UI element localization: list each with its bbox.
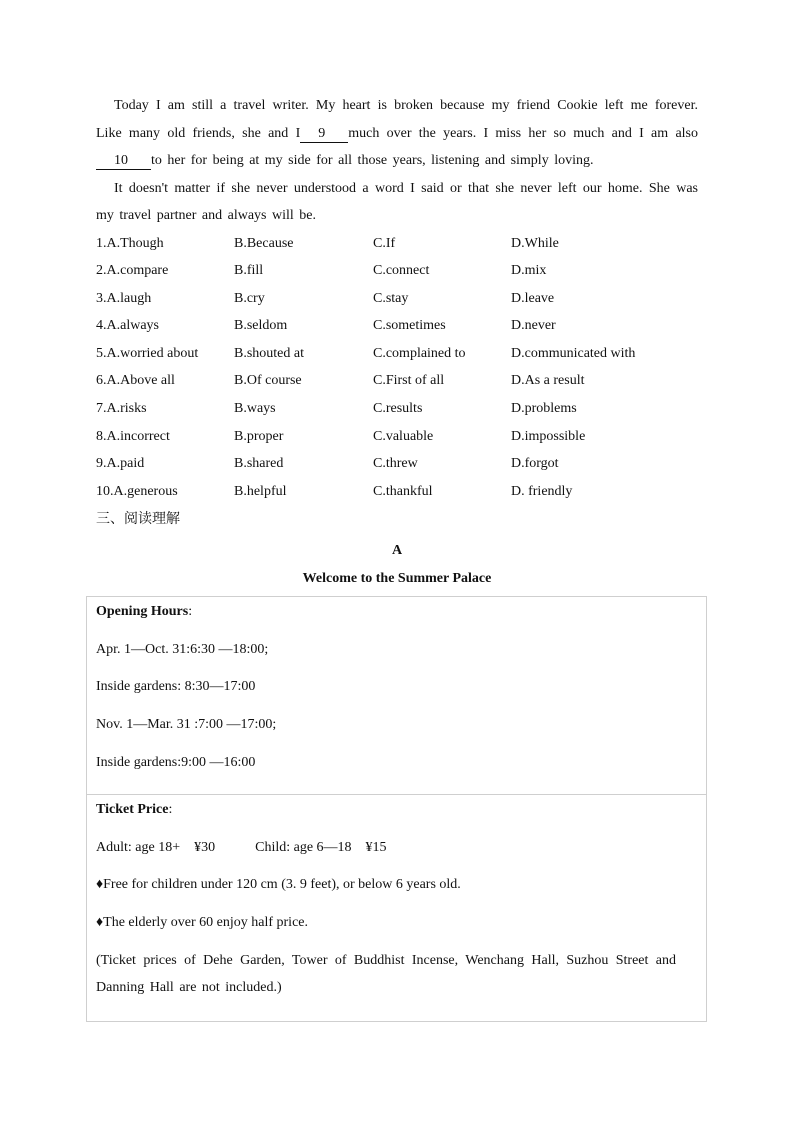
opening-hours-cell [87, 597, 706, 795]
option-row [96, 450, 698, 478]
cloze-section [96, 92, 698, 533]
hours-line-2: Inside gardens: 8:30—17:00 [96, 679, 256, 694]
option-5-d: D.communicated with [511, 345, 636, 361]
options-list [96, 230, 698, 506]
option-6-c: C.First of all [373, 373, 445, 389]
child-price: Child: age 6—18 ¥15 [255, 840, 387, 855]
adult-price: Adult: age 18+ ¥30 [96, 840, 216, 855]
excluded-note: (Ticket prices of Dehe Garden, Tower of Buddhist Incense, Wenchang Hall, Suzhou Street and Danning Hall are not included.) [96, 953, 676, 995]
option-row [96, 230, 698, 258]
option-row [96, 367, 698, 395]
option-4-d: D.never [511, 318, 556, 334]
option-6-a: 6.A.Above all [96, 373, 175, 389]
option-1-b: B.Because [234, 235, 294, 251]
ticket-price-label: Ticket Price [96, 802, 169, 817]
option-9-c: C.threw [373, 456, 418, 472]
option-10-a: 10.A.generous [96, 483, 178, 499]
elderly-note: ♦The elderly over 60 enjoy half price. [96, 915, 309, 930]
opening-hours-label: Opening Hours [96, 604, 189, 619]
passage-paragraph-2: It doesn't matter if she never understood a word I said or that she never left our home. She was my travel partner and always will be. [96, 180, 698, 223]
blank-10: 10 [96, 153, 151, 170]
option-2-d: D.mix [511, 263, 547, 279]
opening-hours-colon: : [188, 604, 193, 619]
option-8-a: 8.A.incorrect [96, 428, 170, 444]
free-note: ♦Free for children under 120 cm (3. 9 feet), or below 6 years old. [96, 877, 461, 892]
option-6-b: B.Of course [234, 373, 302, 389]
option-9-d: D.forgot [511, 456, 559, 472]
option-row [96, 478, 698, 506]
option-5-b: B.shouted at [234, 345, 304, 361]
info-table [86, 596, 707, 1022]
option-9-a: 9.A.paid [96, 456, 145, 472]
option-8-b: B.proper [234, 428, 284, 444]
option-4-c: C.sometimes [373, 318, 446, 334]
option-3-c: C.stay [373, 290, 409, 306]
option-row [96, 257, 698, 285]
option-5-a: 5.A.worried about [96, 345, 199, 361]
hours-line-3: Nov. 1—Mar. 31 :7:00 —17:00; [96, 717, 277, 732]
passage-text-1a: Today I am still a travel writer. My heart is broken because my friend Cookie left me forever. Like many old friends, she and I [96, 98, 698, 141]
option-7-c: C.results [373, 401, 423, 417]
option-1-c: C.If [373, 235, 396, 251]
option-row [96, 340, 698, 368]
option-row [96, 395, 698, 423]
ticket-price-colon: : [168, 802, 173, 817]
option-1-a: 1.A.Though [96, 235, 164, 251]
option-8-c: C.valuable [373, 428, 434, 444]
option-2-c: C.connect [373, 263, 430, 279]
option-4-b: B.seldom [234, 318, 288, 334]
option-10-c: C.thankful [373, 483, 433, 499]
option-row [96, 423, 698, 451]
option-row [96, 312, 698, 340]
option-1-d: D.While [511, 235, 559, 251]
option-5-c: C.complained to [373, 345, 466, 361]
option-4-a: 4.A.always [96, 318, 159, 334]
option-7-a: 7.A.risks [96, 401, 147, 417]
option-7-b: B.ways [234, 401, 276, 417]
opening-hours-heading [96, 601, 676, 623]
option-10-b: B.helpful [234, 483, 287, 499]
section-heading: 三、阅读理解 [96, 511, 180, 528]
option-7-d: D.problems [511, 401, 577, 417]
hours-line-4: Inside gardens:9:00 —16:00 [96, 755, 256, 770]
blank-9: 9 [300, 126, 348, 143]
option-3-d: D.leave [511, 290, 555, 306]
ticket-price-heading [96, 799, 676, 821]
option-10-d: D. friendly [511, 483, 573, 499]
option-2-b: B.fill [234, 263, 264, 279]
passage-text-1c: to her for being at my side for all those years, listening and simply loving. [151, 153, 594, 168]
option-8-d: D.impossible [511, 428, 586, 444]
passage-paragraph-1 [96, 92, 698, 175]
hours-line-1: Apr. 1—Oct. 31:6:30 —18:00; [96, 642, 269, 657]
option-3-b: B.cry [234, 290, 265, 306]
reading-letter: A [391, 543, 403, 558]
option-row [96, 285, 698, 313]
option-9-b: B.shared [234, 456, 284, 472]
ticket-price-cell [87, 795, 706, 1023]
option-6-d: D.As a result [511, 373, 585, 389]
option-2-a: 2.A.compare [96, 263, 169, 279]
option-3-a: 3.A.laugh [96, 290, 152, 306]
passage-text-1b: much over the years. I miss her so much and I am also [348, 125, 698, 141]
ticket-prices-line [96, 837, 676, 859]
reading-title: Welcome to the Summer Palace [302, 571, 492, 586]
